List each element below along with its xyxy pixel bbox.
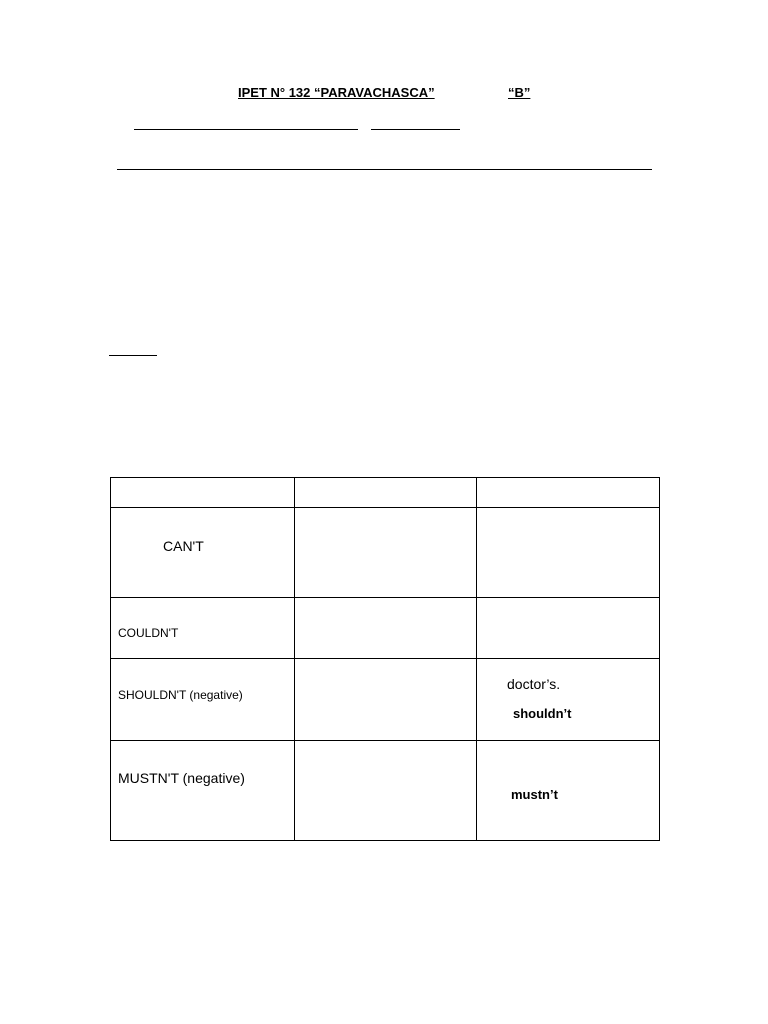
section-heading-underline bbox=[109, 355, 157, 356]
modal-label: MUSTN'T (negative) bbox=[118, 770, 245, 786]
name-blank-line bbox=[134, 129, 358, 130]
modal-cell bbox=[111, 508, 295, 598]
meaning-cell bbox=[295, 741, 477, 841]
example-modal-bold: shouldn’t bbox=[513, 706, 572, 721]
example-text: doctor’s. bbox=[507, 676, 561, 692]
modal-label: CAN'T bbox=[163, 538, 204, 554]
meaning-cell bbox=[295, 598, 477, 659]
modals-table bbox=[110, 477, 659, 841]
grade-label: “B” bbox=[508, 85, 531, 100]
table-row bbox=[111, 508, 660, 598]
example-modal-bold: mustn’t bbox=[511, 787, 558, 802]
table-row bbox=[111, 741, 660, 841]
table-header-row bbox=[111, 478, 660, 508]
title-blank-line bbox=[117, 169, 652, 170]
example-cell bbox=[477, 659, 660, 741]
meaning-cell bbox=[295, 659, 477, 741]
meaning-cell bbox=[295, 508, 477, 598]
header-cell-example bbox=[477, 478, 660, 508]
modal-cell bbox=[111, 659, 295, 741]
school-title: IPET N° 132 “PARAVACHASCA” bbox=[238, 85, 435, 100]
example-cell bbox=[477, 598, 660, 659]
modal-label: COULDN'T bbox=[118, 626, 179, 640]
date-blank-line bbox=[371, 129, 460, 130]
example-cell bbox=[477, 741, 660, 841]
header-cell-modal bbox=[111, 478, 295, 508]
modal-label: SHOULDN'T (negative) bbox=[118, 688, 243, 702]
table-row bbox=[111, 659, 660, 741]
modal-cell bbox=[111, 741, 295, 841]
header-cell-meaning bbox=[295, 478, 477, 508]
modal-cell bbox=[111, 598, 295, 659]
table-row bbox=[111, 598, 660, 659]
example-cell bbox=[477, 508, 660, 598]
